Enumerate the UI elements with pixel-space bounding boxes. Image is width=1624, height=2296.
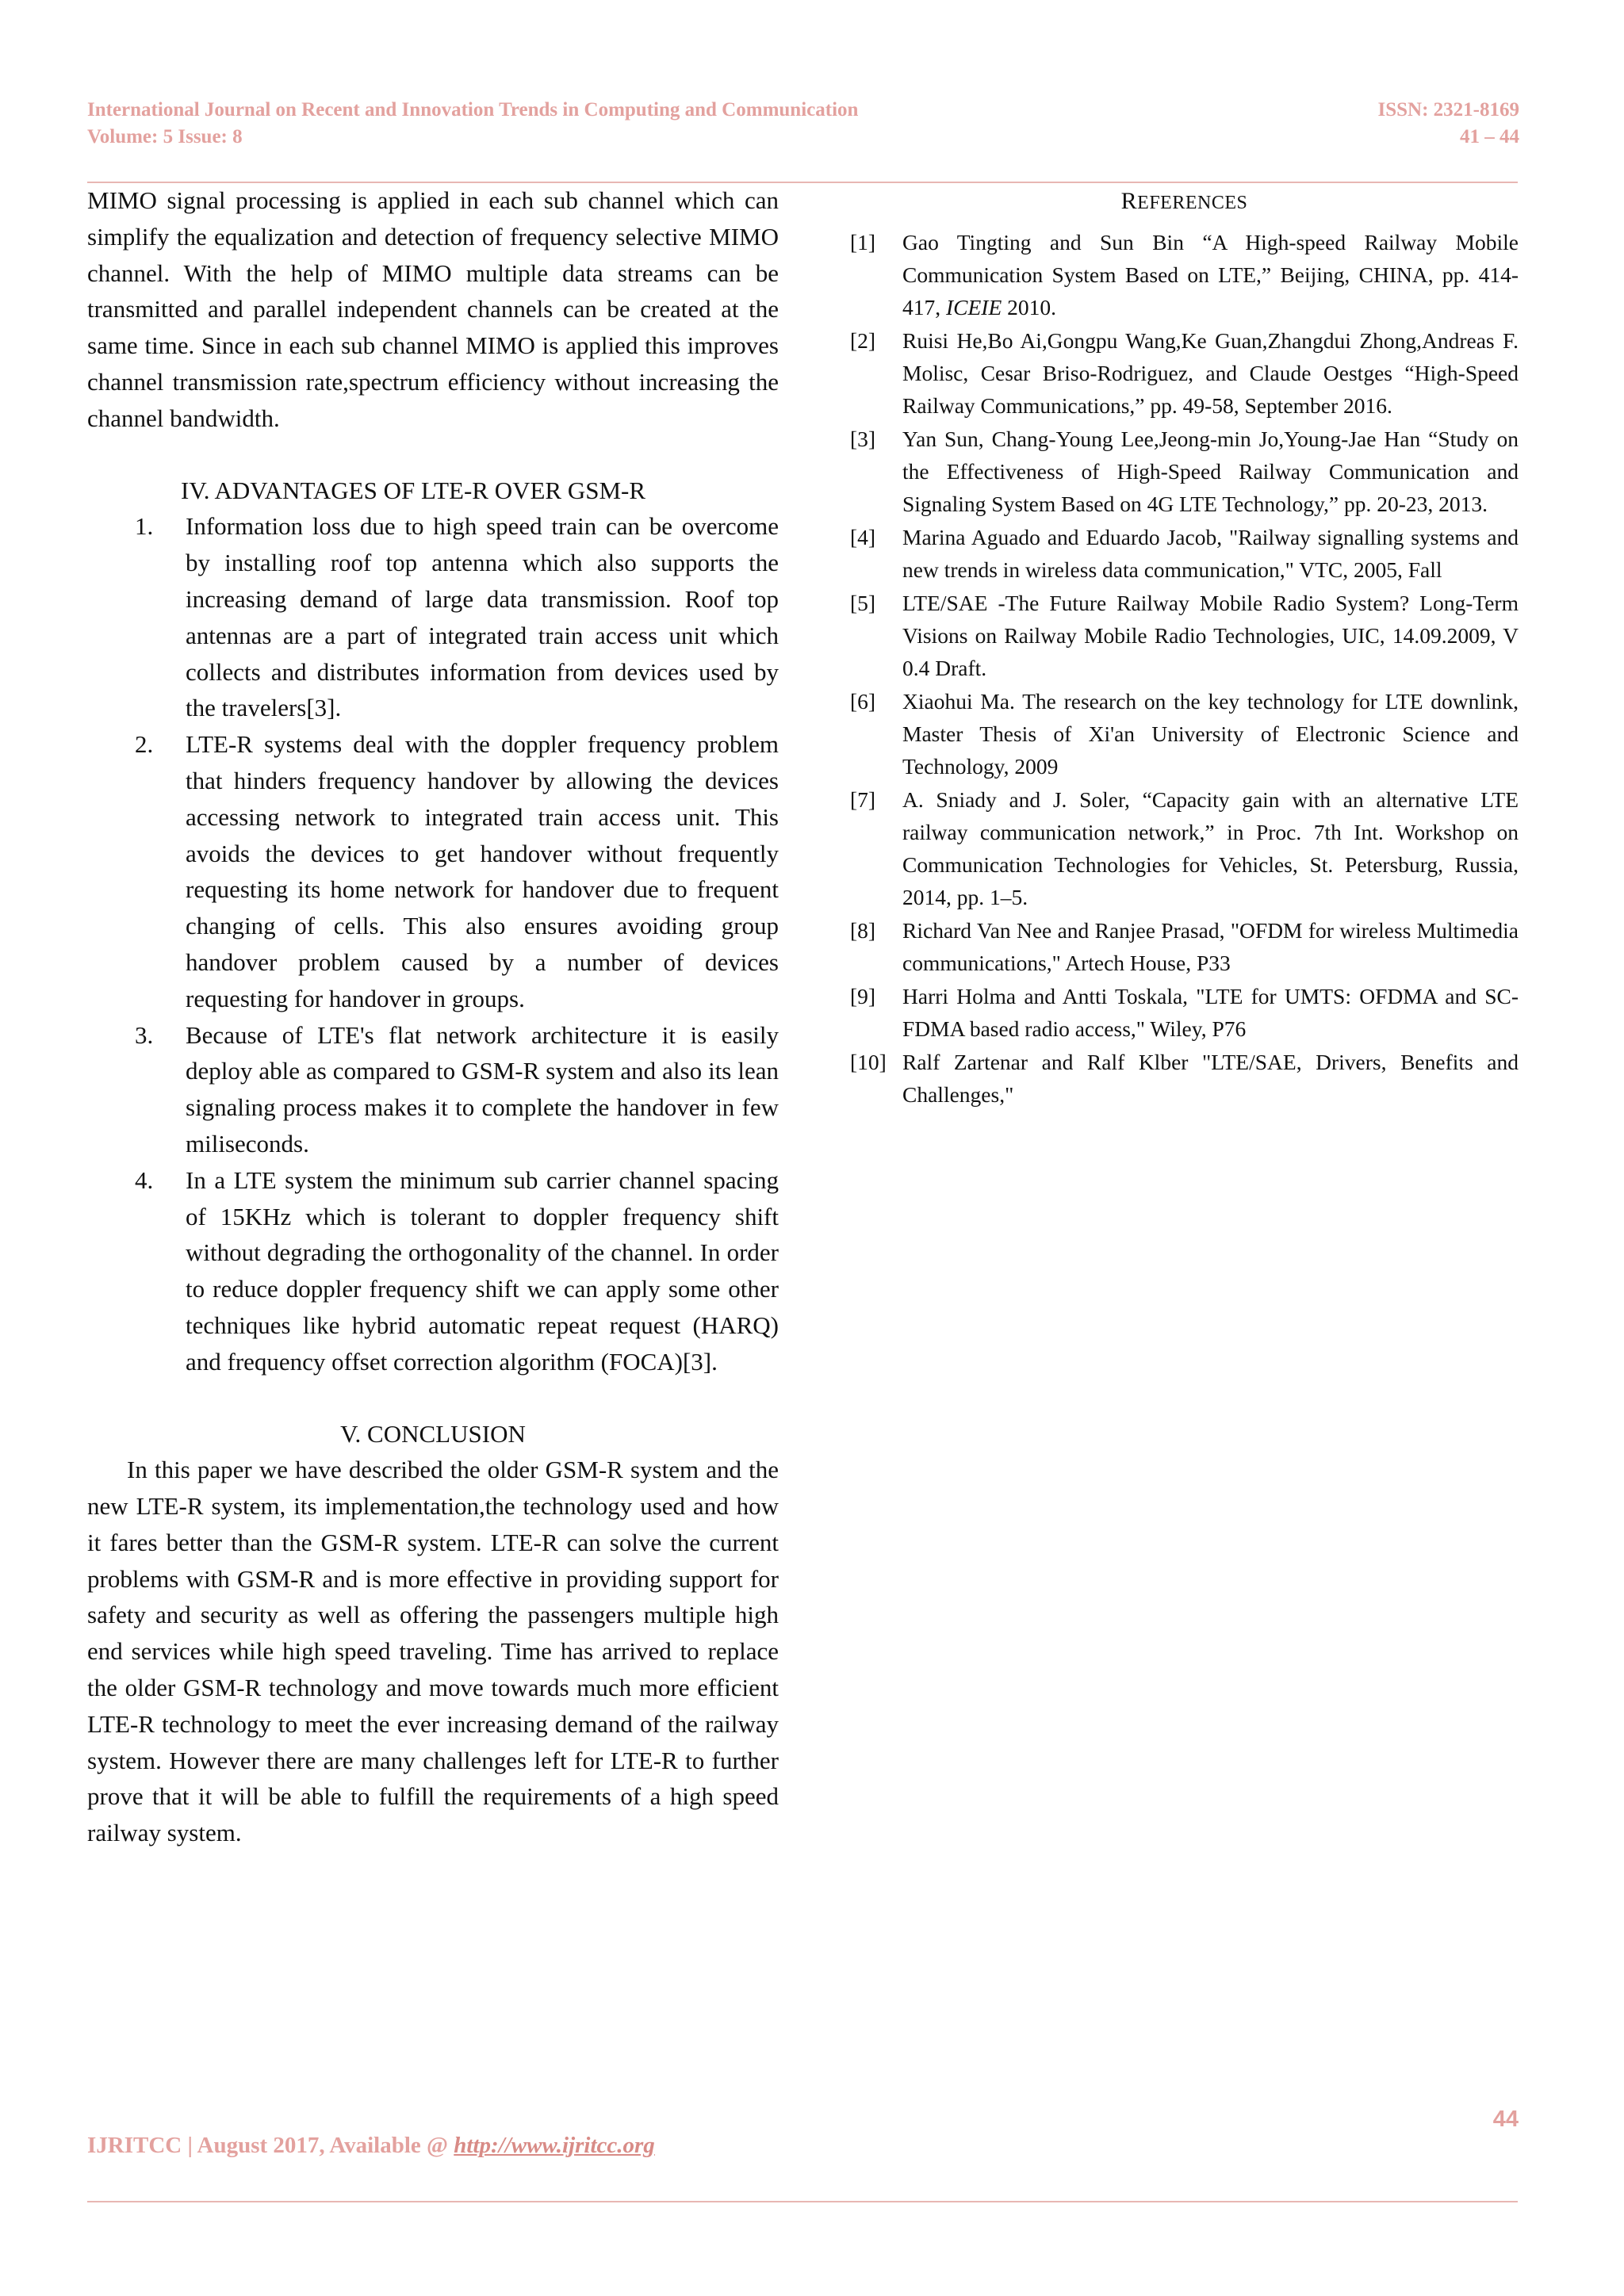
issn: ISSN: 2321-8169 xyxy=(1377,99,1519,121)
references-column xyxy=(850,185,1519,1112)
reference-item: [8] Richard Van Nee and Ranjee Prasad, "OFDM for wireless Multimedia communications," Artech House, P33 xyxy=(850,918,1519,975)
advantages-list xyxy=(87,508,779,1380)
reference-item: [5] LTE/SAE -The Future Railway Mobile Radio System? Long-Term Visions on Railway Mobile Radio Technologies, UIC, 14.09.2009, V 0.4 Draft. xyxy=(850,591,1519,680)
reference-item: [7] A. Sniady and J. Soler, “Capacity gain with an alternative LTE railway communication network,” in Proc. 7th Int. Workshop on Communication Technologies for Vehicles, St. Petersburg, Russia, 2014, pp. 1–5. xyxy=(850,787,1519,909)
list-item: 2. LTE-R systems deal with the doppler frequency problem that hinders frequency handover by allowing the devices accessing network to integrated train access unit. This avoids the devices to get handover without frequently requesting its home network for handover due to frequent changing of cells. This also ensures avoiding group handover problem caused by a number of devices requesting for handover in groups. xyxy=(135,730,779,1012)
list-item: 4. In a LTE system the minimum sub carrier channel spacing of 15KHz which is tolerant to doppler frequency shift without degrading the orthogonality of the channel. In order to reduce doppler frequency shift we can apply some other techniques like hybrid automatic repeat request (HARQ) and frequency offset correction algorithm (FOCA)[3]. xyxy=(135,1165,779,1376)
issn-header xyxy=(1378,97,1520,151)
reference-item: [4] Marina Aguado and Eduardo Jacob, "Railway signalling systems and new trends in wireless data communication," VTC, 2005, Fall xyxy=(850,525,1519,582)
reference-item: [1] Gao Tingting and Sun Bin “A High-speed Railway Mobile Communication System Based on LTE,” Beijing, CHINA, pp. 414-417, ICEIE 2010. xyxy=(850,230,1519,320)
page-number: 44 xyxy=(1492,2107,1519,2132)
footer-text: IJRITCC | August 2017, Available @ xyxy=(87,2133,454,2158)
reference-item: [3] Yan Sun, Chang-Young Lee,Jeong-min Jo,Young-Jae Han “Study on the Effectiveness of High-Speed Railway Communication and Signaling System Based on 4G LTE Technology,” pp. 20-23, 2013. xyxy=(850,427,1519,516)
page-range: 41 – 44 xyxy=(1460,126,1519,147)
footer xyxy=(87,2133,655,2159)
reference-item: [2] Ruisi He,Bo Ai,Gongpu Wang,Ke Guan,Zhangdui Zhong,Andreas F. Molisc, Cesar Briso-Rodriguez, and Claude Oestges “High-Speed Railway Communications,” pp. 49-58, September 2016. xyxy=(850,328,1519,418)
footer-rule xyxy=(87,2201,1518,2202)
list-item: 1. Information loss due to high speed train can be overcome by installing roof top antenna which also supports the increasing demand of large data transmission. Roof top antennas are a part of integrated train access unit which collects and distributes information from devices used by the travelers[3]. xyxy=(135,512,779,722)
section-5-heading: V. CONCLUSION xyxy=(340,1419,526,1448)
journal-title: International Journal on Recent and Innovation Trends in Computing and Communication xyxy=(87,99,859,121)
left-column xyxy=(87,182,779,1851)
conclusion-paragraph: In this paper we have described the older GSM-R system and the new LTE-R system, its implementation,the technology used and how it fares better than the GSM-R system. LTE-R can solve the current problems with GSM-R and is more effective in providing support for safety and security as well as offering the passengers multiple high end services while high speed traveling. Time has arrived to replace the older GSM-R technology and move towards much more efficient LTE-R technology to meet the ever increasing demand of the railway system. However there are many challenges left for LTE-R to further prove that it will be able to fulfill the requirements of a high speed railway system. xyxy=(87,1456,779,1847)
reference-item: [10] Ralf Zartenar and Ralf Klber "LTE/SAE, Drivers, Benefits and Challenges," xyxy=(850,1050,1519,1107)
references-list xyxy=(850,226,1519,1111)
intro-paragraph: MIMO signal processing is applied in each sub channel which can simplify the equalization and detection of frequency selective MIMO channel. With the help of MIMO multiple data streams can be transmitted and parallel independent channels can be created at the same time. Since in each sub channel MIMO is applied this improves channel transmission rate,spectrum efficiency without increasing the channel bandwidth. xyxy=(87,186,779,432)
reference-item: [6] Xiaohui Ma. The research on the key technology for LTE downlink, Master Thesis of Xi'an University of Electronic Science and Technology, 2009 xyxy=(850,689,1519,779)
reference-item: [9] Harri Holma and Antti Toskala, "LTE for UMTS: OFDMA and SC-FDMA based radio access," Wiley, P76 xyxy=(850,984,1519,1041)
list-item: 3. Because of LTE's flat network architecture it is easily deploy able as compared to GSM-R system and also its lean signaling process makes it to complete the handover in few miliseconds. xyxy=(135,1020,779,1158)
journal-link[interactable]: http://www.ijritcc.org xyxy=(454,2133,655,2158)
section-4-heading: IV. ADVANTAGES OF LTE-R OVER GSM-R xyxy=(181,476,646,504)
journal-header xyxy=(87,97,858,151)
references-heading: REFERENCES xyxy=(1120,188,1248,214)
journal-volume: Volume: 5 Issue: 8 xyxy=(87,126,243,147)
